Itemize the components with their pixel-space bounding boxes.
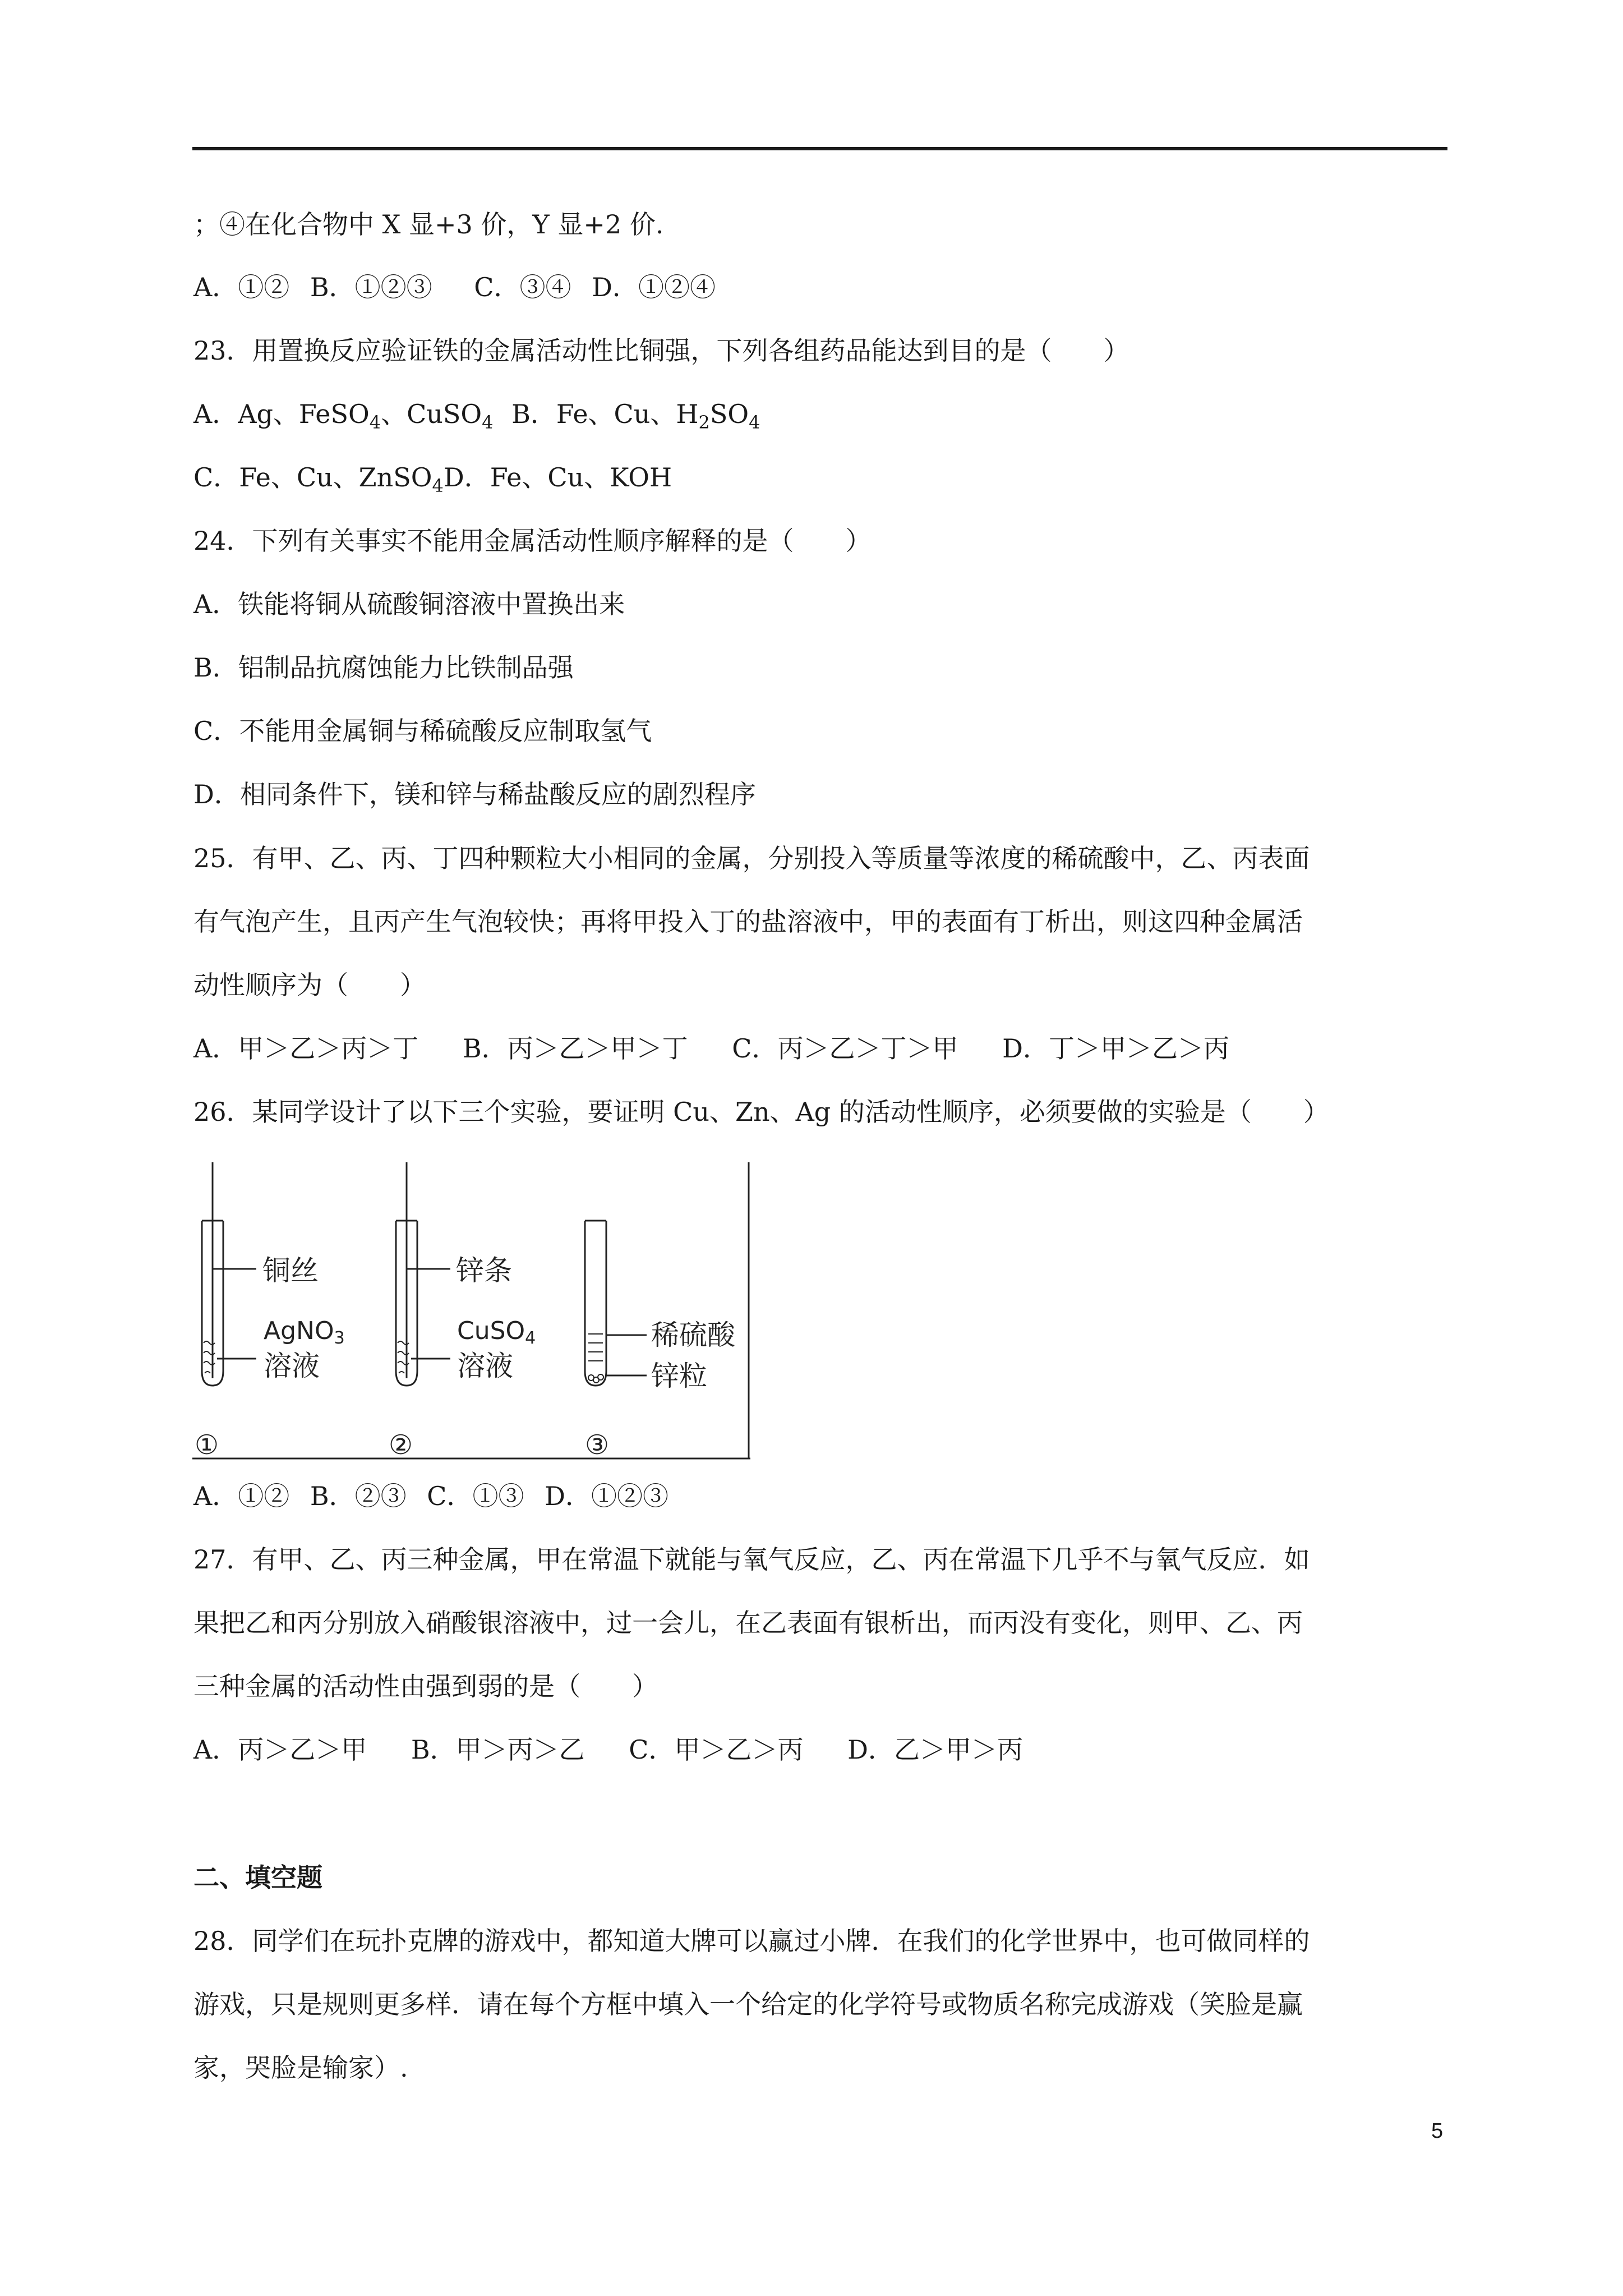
q24-option-a: A．铁能将铜从硫酸铜溶液中置换出来 <box>193 589 625 619</box>
option-d-text: D．Fe、Cu、KOH <box>443 462 672 493</box>
subscript: 4 <box>432 475 444 496</box>
formula: CuSO <box>457 1317 525 1345</box>
option-b: B．甲＞丙＞乙 <box>411 1734 585 1765</box>
option-a: A．①② <box>193 272 290 302</box>
option-d: D．丁＞甲＞乙＞丙 <box>1002 1033 1230 1064</box>
label-copper-wire: 铜丝 <box>262 1254 319 1287</box>
option-c-text: C．Fe、Cu、ZnSO <box>193 462 432 493</box>
q27-stem-line: 27．有甲、乙、丙三种金属，甲在常温下就能与氧气反应，乙、丙在常温下几乎不与氧气反应．如 <box>193 1544 1310 1575</box>
option-d: D．①②④ <box>592 272 716 302</box>
tube-number-1: ① <box>195 1429 219 1460</box>
q28-stem-line: 游戏，只是规则更多样．请在每个方框中填入一个给定的化学符号或物质名称完成游戏（笑脸是赢 <box>193 1989 1303 2019</box>
section-heading: 二、填空题 <box>193 1862 322 1893</box>
q22-options <box>193 270 1450 304</box>
q24-option-b: B．铝制品抗腐蚀能力比铁制品强 <box>193 652 574 683</box>
option-a: A．①② <box>193 1481 290 1511</box>
q27-options <box>193 1733 1450 1766</box>
q25-options <box>193 1032 1450 1065</box>
q27-stem-line: 果把乙和丙分别放入硝酸银溶液中，过一会儿，在乙表面有银析出，而丙没有变化，则甲、乙、丙 <box>193 1608 1303 1638</box>
option-c: C．丙＞乙＞丁＞甲 <box>732 1033 958 1064</box>
option-b-text: B．Fe、Cu、H <box>511 399 699 429</box>
option-c: C．甲＞乙＞丙 <box>629 1734 804 1765</box>
subscript: 4 <box>749 412 760 433</box>
option-b: B．①②③ <box>310 272 432 302</box>
option-a: A．甲＞乙＞丙＞丁 <box>193 1033 419 1064</box>
q27-stem-line: 三种金属的活动性由强到弱的是（ ） <box>193 1671 658 1701</box>
q24-option-c: C．不能用金属铜与稀硫酸反应制取氢气 <box>193 716 652 746</box>
option-a-text: 、CuSO <box>381 399 482 429</box>
q24-stem: 24．下列有关事实不能用金属活动性顺序解释的是（ ） <box>193 526 872 556</box>
label-agno3 <box>264 1317 345 1348</box>
test-tube-figure <box>192 1162 750 1460</box>
subscript: 4 <box>482 412 494 433</box>
option-c: C．③④ <box>474 272 571 302</box>
label-dilute-sulfuric-acid: 稀硫酸 <box>651 1319 735 1351</box>
option-a: A．丙＞乙＞甲 <box>193 1734 367 1765</box>
formula: AgNO <box>264 1317 334 1345</box>
q25-stem-line: 有气泡产生，且丙产生气泡较快；再将甲投入丁的盐溶液中，甲的表面有丁析出，则这四种金属活 <box>193 907 1303 937</box>
subscript: 4 <box>525 1328 536 1348</box>
q23-stem: 23．用置换反应验证铁的金属活动性比铜强，下列各组药品能达到目的是（ ） <box>193 335 1129 366</box>
label-zinc-granules: 锌粒 <box>651 1360 707 1392</box>
text-line: ；④在化合物中 X 显+3 价，Y 显+2 价. <box>193 209 664 240</box>
label-solution-1: 溶液 <box>264 1350 320 1382</box>
q28-stem-line: 家，哭脸是输家）. <box>193 2053 408 2083</box>
option-b-text: SO <box>709 399 749 429</box>
q23-options-cd <box>193 461 1450 503</box>
q26-stem: 26．某同学设计了以下三个实验，要证明 Cu、Zn、Ag 的活动性顺序，必须要做的实验是（ ） <box>193 1097 1329 1127</box>
q25-stem-line: 动性顺序为（ ） <box>193 970 426 1000</box>
label-zinc-strip: 锌条 <box>456 1254 512 1287</box>
page-number: 5 <box>1431 2119 1444 2143</box>
option-d: D．乙＞甲＞丙 <box>847 1734 1023 1765</box>
subscript: 2 <box>698 412 710 433</box>
subscript: 4 <box>369 412 381 433</box>
option-c: C．①③ <box>427 1481 524 1511</box>
option-a-text: A．Ag、FeSO <box>193 399 370 429</box>
q28-stem-line: 28．同学们在玩扑克牌的游戏中，都知道大牌可以赢过小牌．在我们的化学世界中，也可做同样的 <box>193 1926 1310 1956</box>
option-b: B．②③ <box>310 1481 407 1511</box>
q23-options-ab <box>193 397 1450 439</box>
q25-stem-line: 25．有甲、乙、丙、丁四种颗粒大小相同的金属，分别投入等质量等浓度的稀硫酸中，乙、丙表面 <box>193 843 1310 873</box>
q26-options <box>193 1479 1450 1513</box>
option-b: B．丙＞乙＞甲＞丁 <box>462 1033 688 1064</box>
label-solution-2: 溶液 <box>457 1350 513 1382</box>
tube-number-3: ③ <box>585 1429 610 1460</box>
option-d: D．①②③ <box>545 1481 669 1511</box>
tube-number-2: ② <box>389 1429 413 1460</box>
subscript: 3 <box>334 1328 345 1348</box>
q24-option-d: D．相同条件下，镁和锌与稀盐酸反应的剧烈程序 <box>193 779 756 809</box>
header-rule <box>192 147 1447 150</box>
label-cuso4 <box>457 1317 536 1348</box>
